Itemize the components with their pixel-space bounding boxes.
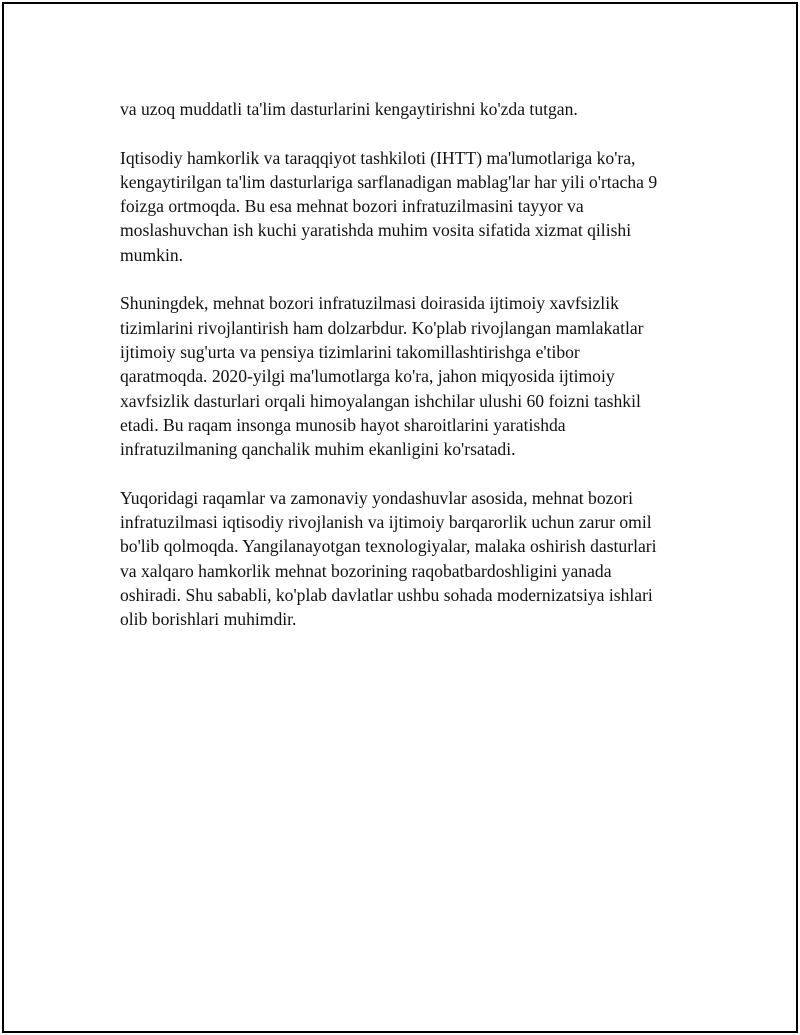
text-line: tizimlarini rivojlantirish ham dolzarbdur. Ko'plab rivojlangan mamlakatlar [120, 317, 644, 338]
text-line: qaratmoqda. 2020-yilgi ma'lumotlarga ko'ra, jahon miqyosida ijtimoiy [120, 366, 615, 387]
text-line: Iqtisodiy hamkorlik va taraqqiyot tashkiloti (IHTT) ma'lumotlariga ko'ra, [120, 147, 636, 168]
paragraph [120, 146, 690, 267]
text-line: xavfsizlik dasturlari orqali himoyalangan ishchilar ulushi 60 foizni tashkil [120, 390, 641, 411]
paragraph [120, 291, 690, 461]
page [2, 2, 798, 1033]
text-line: oshiradi. Shu sababli, ko'plab davlatlar ushbu sohada modernizatsiya ishlari [120, 584, 653, 605]
text-line: infratuzilmasi iqtisodiy rivojlanish va ijtimoiy barqarorlik uchun zarur omil [120, 512, 652, 533]
paragraph [120, 97, 690, 121]
text-line: Shuningdek, mehnat bozori infratuzilmasi doirasida ijtimoiy xavfsizlik [120, 293, 619, 314]
text-line: olib borishlari muhimdir. [120, 609, 297, 630]
text-line: etadi. Bu raqam insonga munosib hayot sharoitlarini yaratishda [120, 414, 566, 435]
document-body [120, 97, 690, 656]
text-line: infratuzilmaning qanchalik muhim ekanligini ko'rsatadi. [120, 439, 516, 460]
text-line: foizga ortmoqda. Bu esa mehnat bozori infratuzilmasini tayyor va [120, 196, 584, 217]
text-line: moslashuvchan ish kuchi yaratishda muhim vosita sifatida xizmat qilishi [120, 220, 632, 241]
text-line: Yuqoridagi raqamlar va zamonaviy yondashuvlar asosida, mehnat bozori [120, 487, 633, 508]
text-line: ijtimoiy sug'urta va pensiya tizimlarini takomillashtirishga e'tibor [120, 341, 580, 362]
text-line: va uzoq muddatli ta'lim dasturlarini kengaytirishni ko'zda tutgan. [120, 99, 578, 119]
text-line: va xalqaro hamkorlik mehnat bozorining raqobatbardoshligini yanada [120, 560, 612, 581]
text-line: kengaytirilgan ta'lim dasturlariga sarflanadigan mablag'lar har yili o'rtacha 9 [120, 171, 658, 192]
text-line: mumkin. [120, 244, 184, 265]
text-line: bo'lib qolmoqda. Yangilanayotgan texnologiyalar, malaka oshirish dasturlari [120, 536, 657, 557]
paragraph [120, 486, 690, 632]
